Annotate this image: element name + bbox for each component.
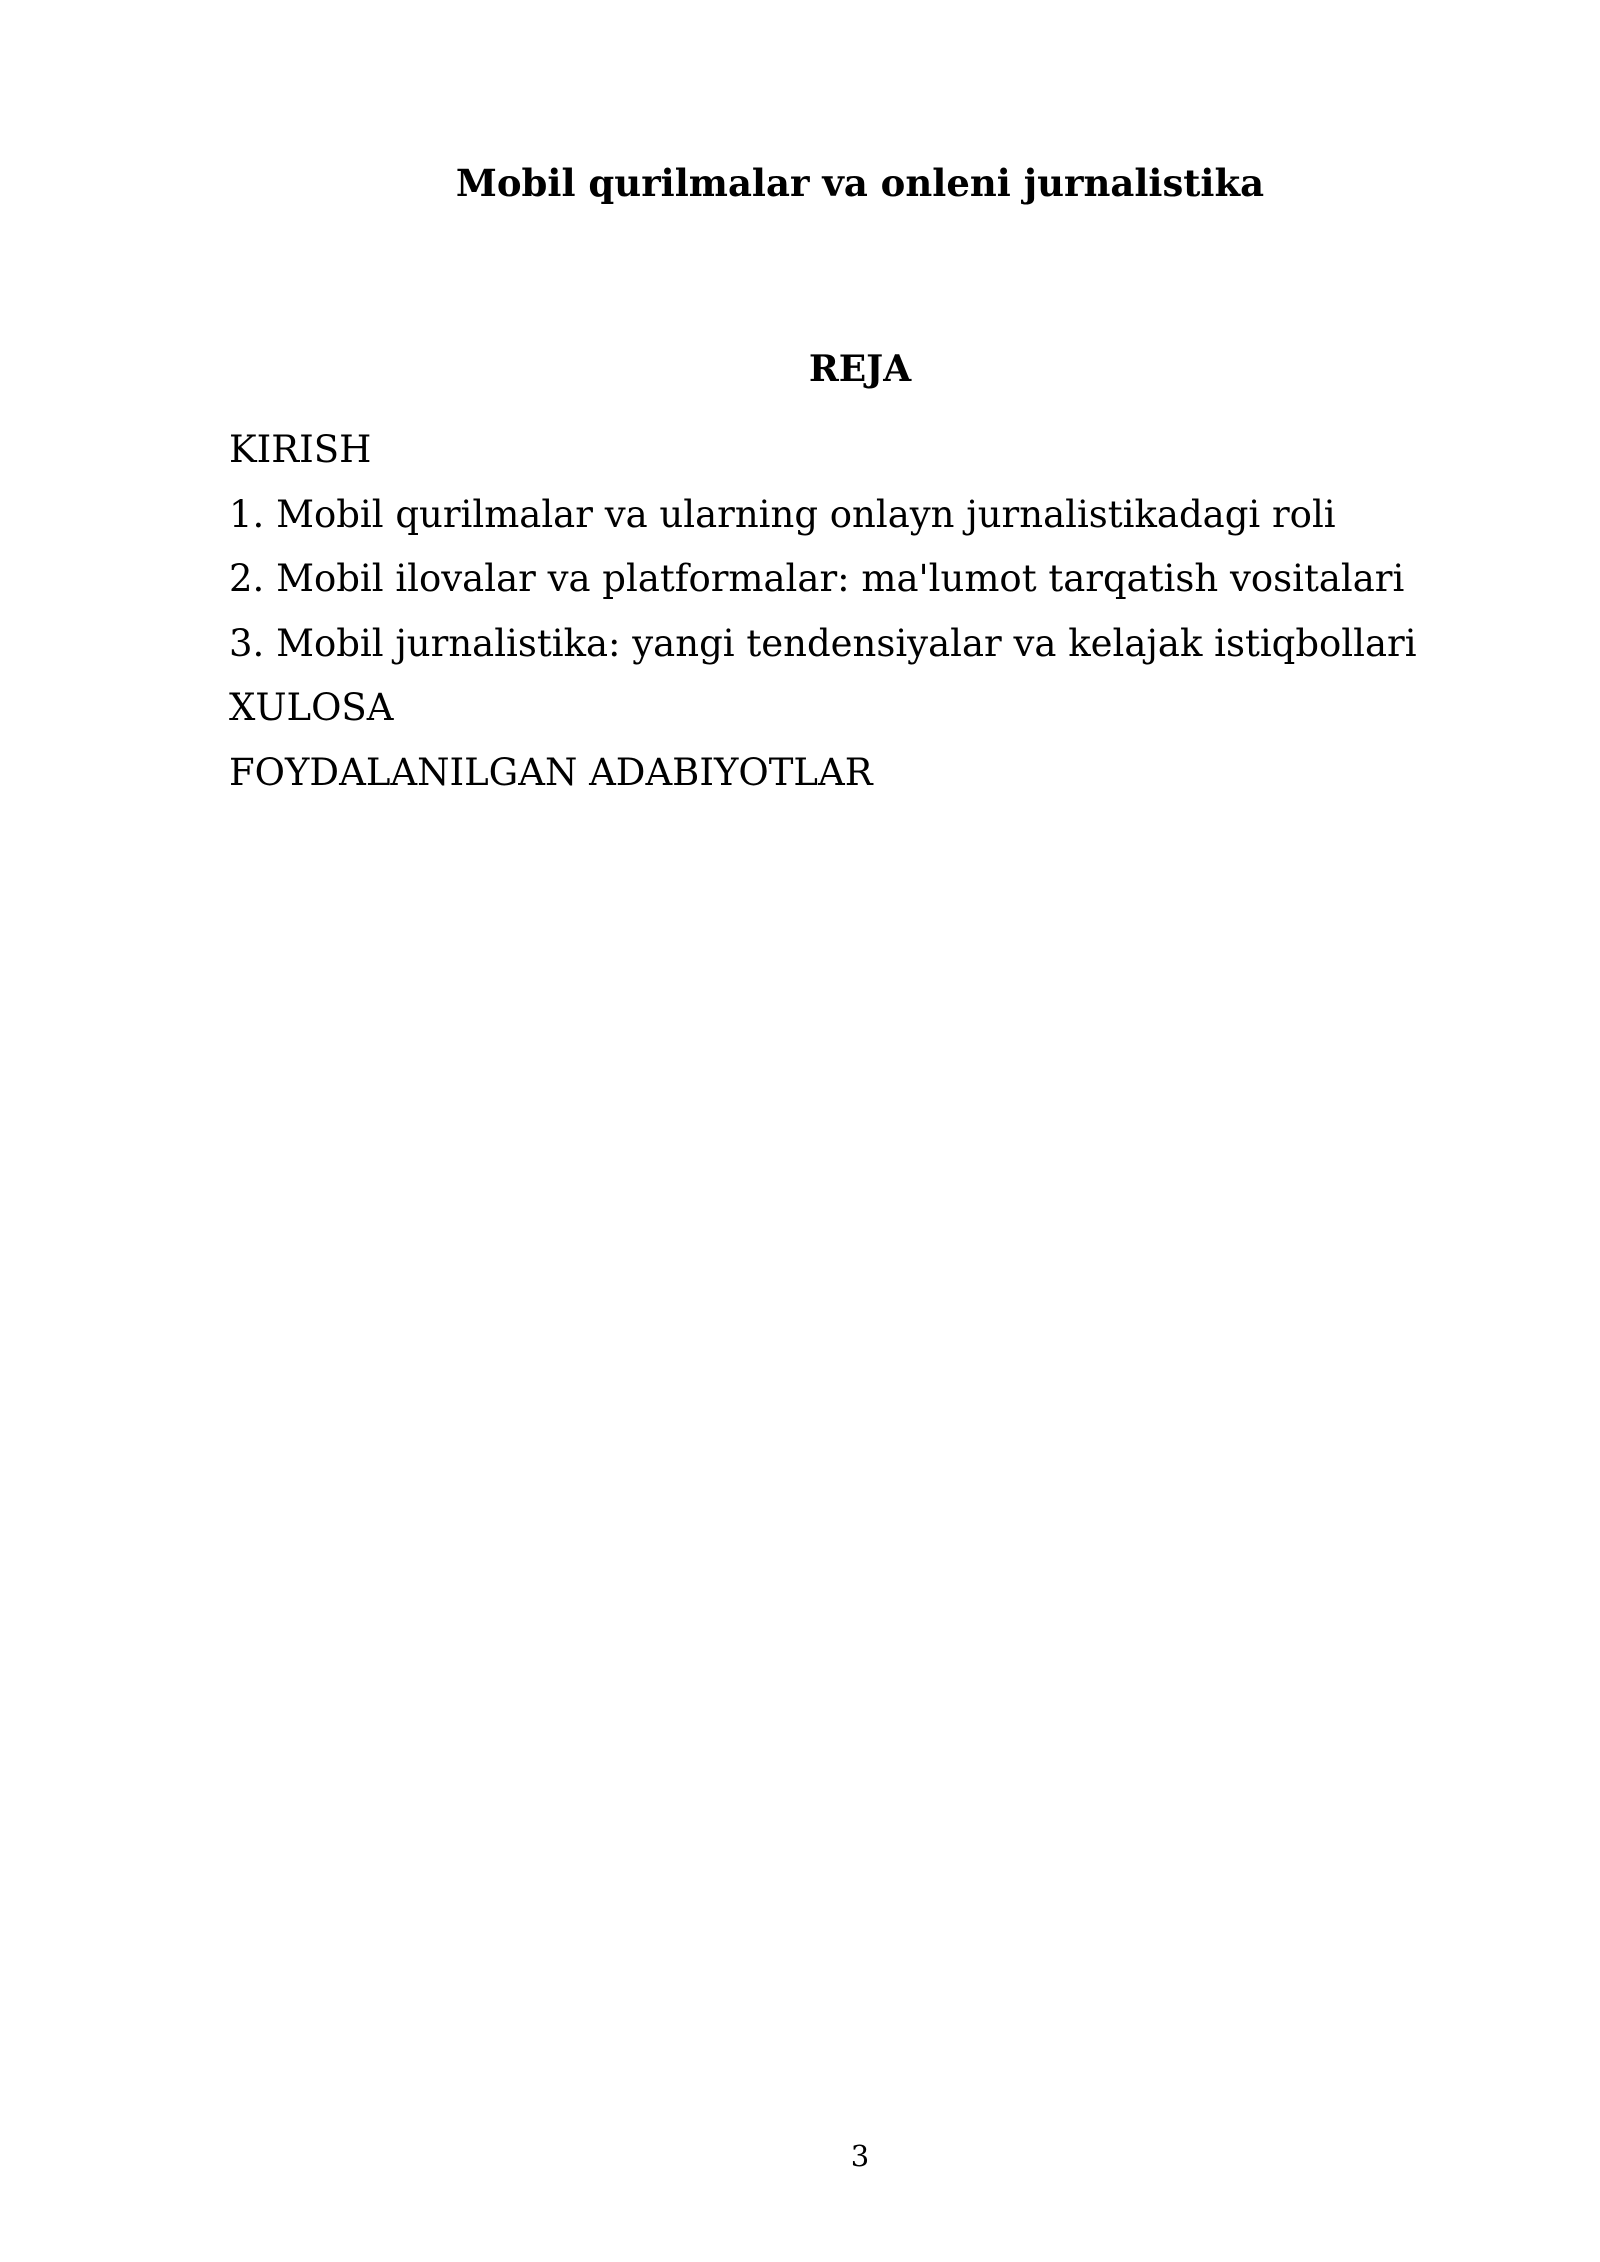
plan-item-1: 1. Mobil qurilmalar va ularning onlayn jurnalistikadagi roli <box>229 492 1336 536</box>
plan-item-3: 3. Mobil jurnalistika: yangi tendensiyalar va kelajak istiqbollari <box>229 621 1417 665</box>
plan-list <box>229 418 1417 805</box>
plan-item-2: 2. Mobil ilovalar va platformalar: ma'lumot tarqatish vositalari <box>229 557 1405 600</box>
plan-item-conclusion: XULOSA <box>229 686 394 729</box>
document-title: Mobil qurilmalar va onleni jurnalistika <box>455 161 1265 205</box>
page-number: 3 <box>850 2139 870 2173</box>
plan-heading: REJA <box>808 348 912 390</box>
plan-item-introduction: KIRISH <box>229 428 372 471</box>
plan-item-references: FOYDALANILGAN ADABIYOTLAR <box>229 750 873 794</box>
